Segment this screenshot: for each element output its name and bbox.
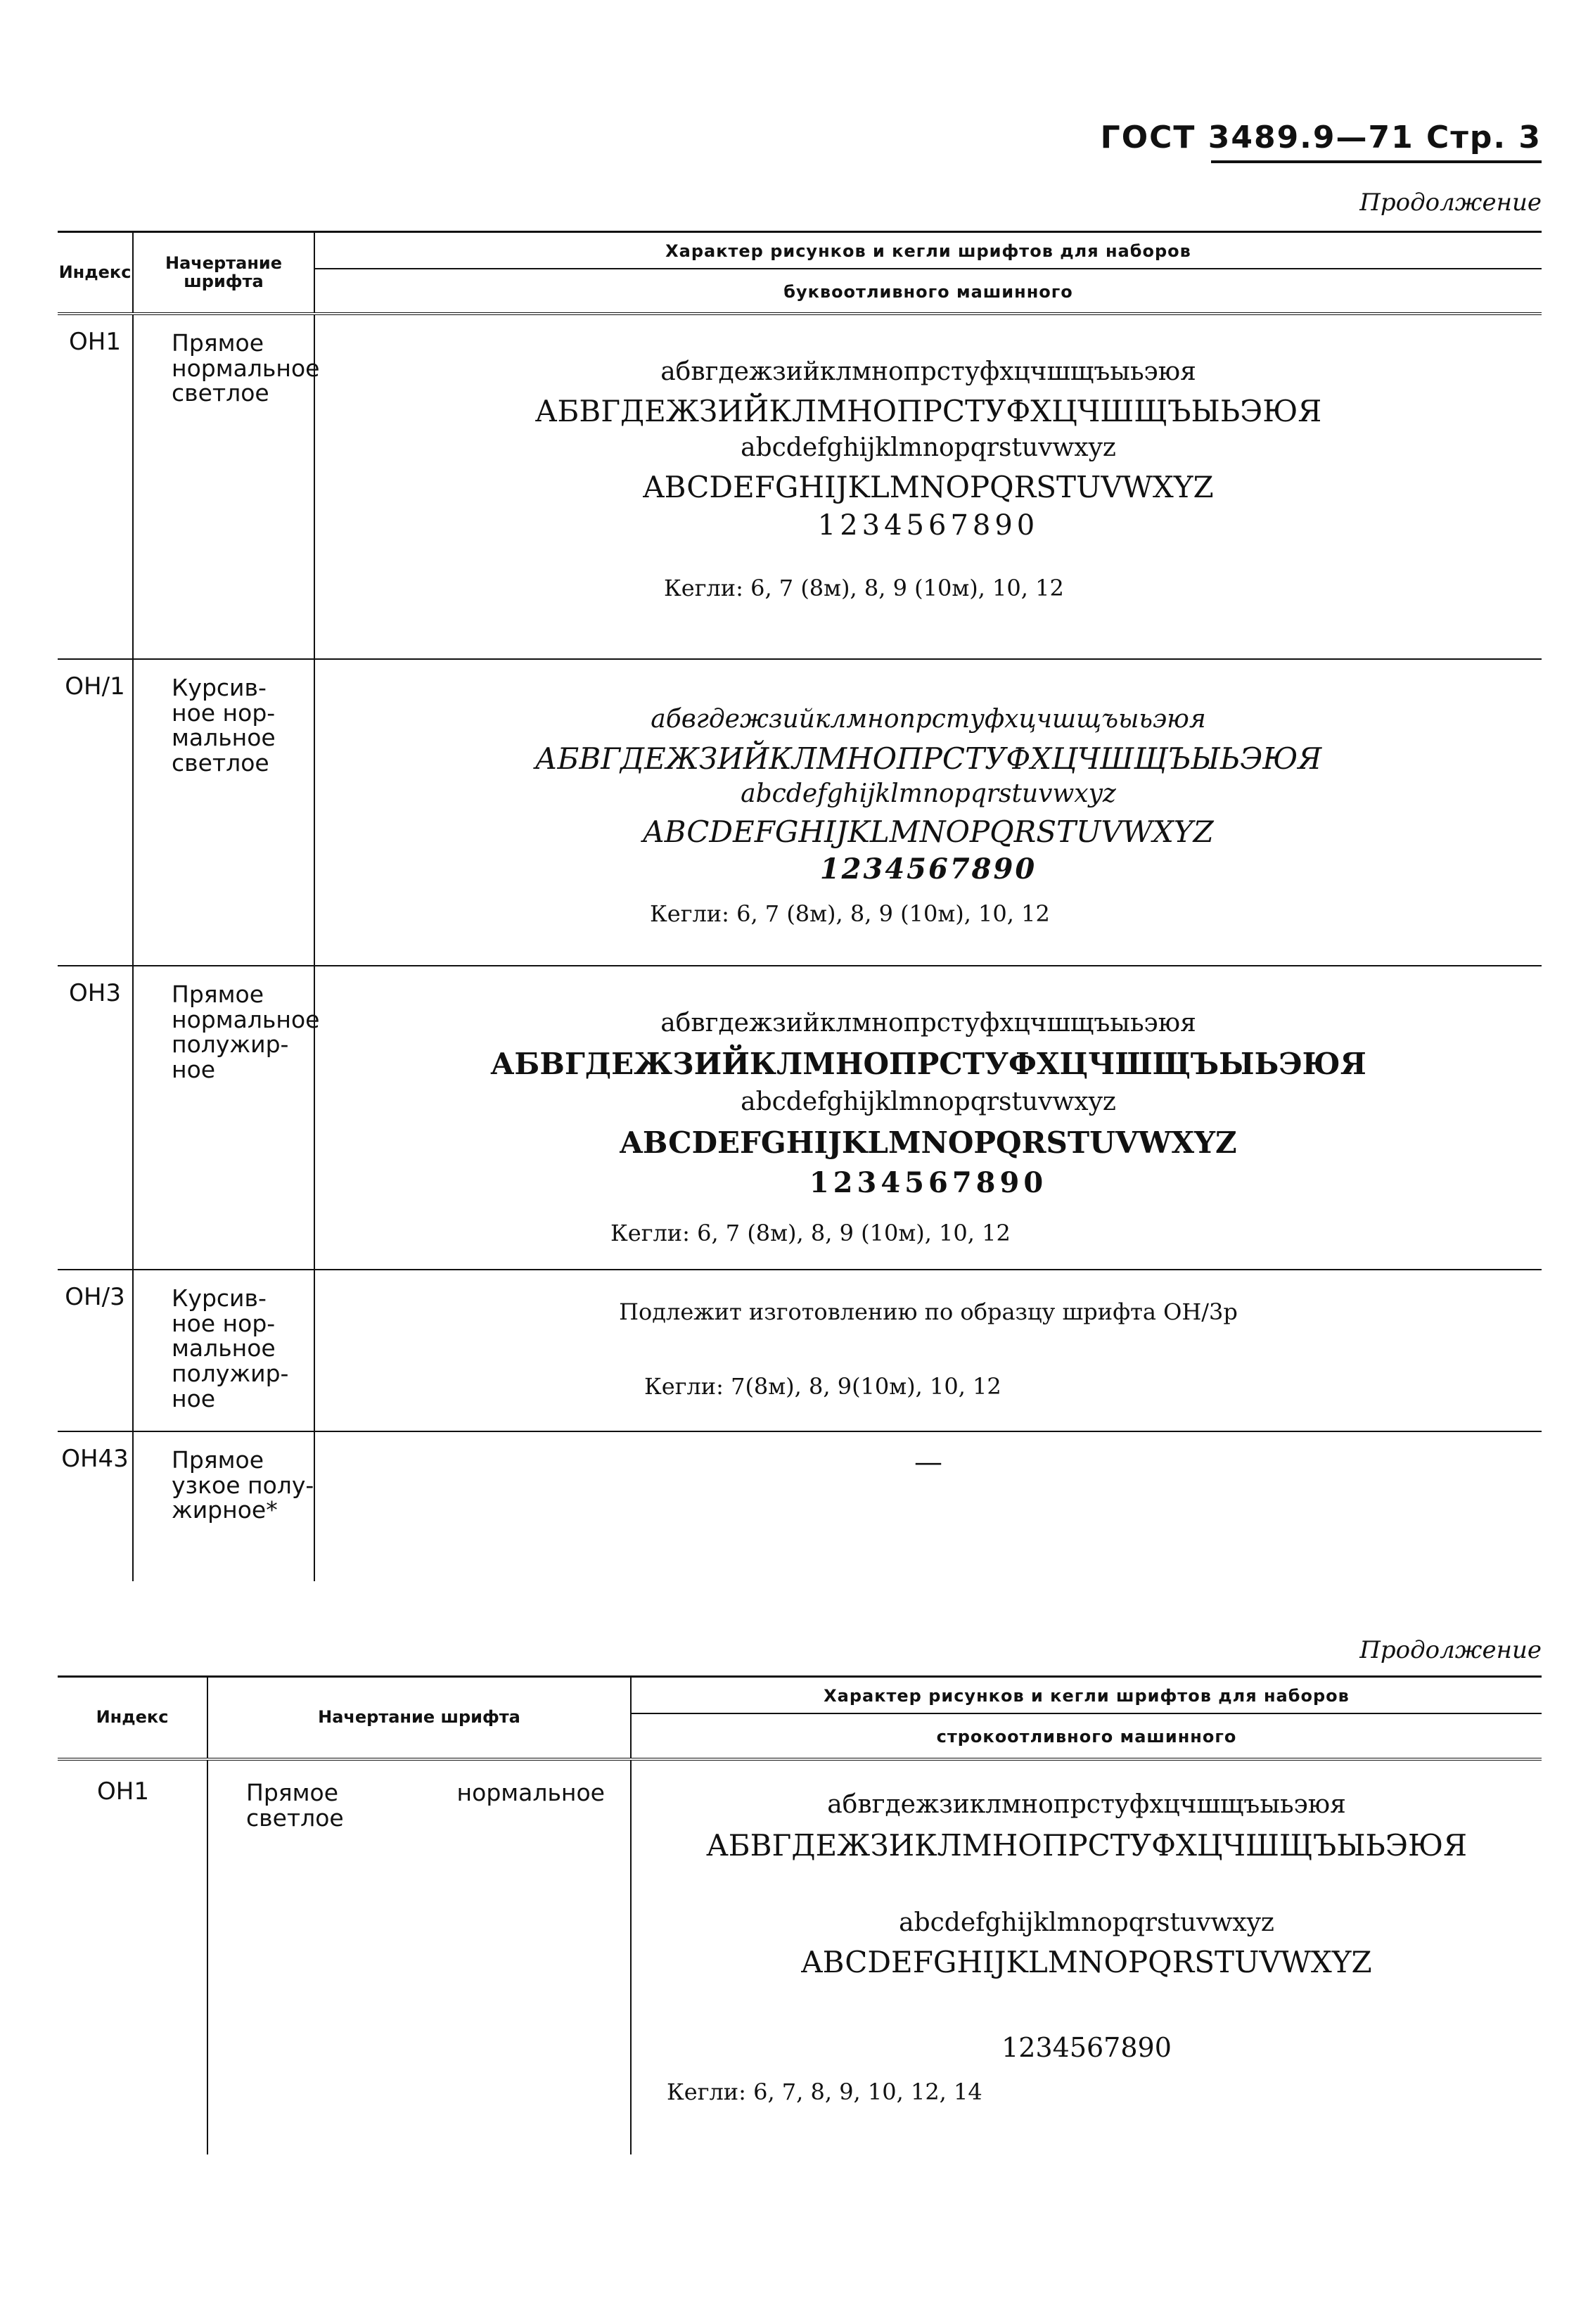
header-character-title: Характер рисунков и кегли шрифтов для наборов <box>824 1686 1350 1706</box>
sizes-text: Кегли: 6, 7 (8м), 8, 9 (10м), 10, 12 <box>664 575 1064 601</box>
continuation-label-1: Продолжение <box>1359 189 1542 217</box>
sample-uppercase-cyrillic: АБВГДЕЖЗИЙКЛМНОПРСТУФХЦЧШЩЪЫЬЭЮЯ <box>534 394 1322 428</box>
cell-index: ОН/1 <box>65 672 125 701</box>
col-divider <box>132 966 134 1269</box>
font-table-1 <box>58 231 1542 1581</box>
table-row-oh1 <box>58 315 1542 660</box>
header-character-sub: буквоотливного машинного <box>783 282 1073 302</box>
header-character-title: Характер рисунков и кегли шрифтов для наборов <box>665 241 1191 261</box>
sample-lowercase-cyrillic: абвгдежзийклмнопрстуфхцчшщъыьэюя <box>660 357 1196 386</box>
font-table-2 <box>58 1675 1542 2154</box>
sample-lowercase-cyrillic: абвгдежзиклмнопрстуфхцчшщъыьэюя <box>827 1790 1346 1819</box>
col-divider <box>132 1270 134 1431</box>
table-row-oh3 <box>58 966 1542 1270</box>
table-header-1 <box>58 231 1542 315</box>
col-divider <box>132 660 134 965</box>
header-mid-rule <box>632 1713 1542 1714</box>
sizes-text: Кегли: 6, 7, 8, 9, 10, 12, 14 <box>667 2079 982 2105</box>
sample-digits: 1234567890 <box>819 853 1037 886</box>
sample-digits: 1234567890 <box>1001 2032 1172 2063</box>
col-divider <box>132 233 134 312</box>
cell-samples <box>315 1270 1542 1431</box>
sample-uppercase-latin: ABCDEFGHIJKLMNOPQRSTUVWXYZ <box>620 1125 1237 1160</box>
sample-lowercase-latin: abcdefghijklmnopqrstuvwxyz <box>899 1908 1274 1937</box>
table-row-oh-1-italic <box>58 660 1542 966</box>
header-index: Индекс <box>58 262 132 282</box>
header-style: Начертание шрифта <box>318 1707 520 1728</box>
cell-style: Прямое узкое полу- жирное* <box>172 1446 314 1524</box>
sample-uppercase-latin: ABCDEFGHIJKLMNOPQRSTUVWXYZ <box>801 1945 1372 1979</box>
col-divider <box>630 1678 632 1758</box>
sample-lowercase-cyrillic: абвгдежзийклмнопрстуфхцчшщъыьэюя <box>660 1009 1196 1038</box>
sample-uppercase-cyrillic: АБВГДЕЖЗИКЛМНОПРСТУФХЦЧШЩЪЫЬЭЮЯ <box>705 1828 1467 1863</box>
header-character <box>315 233 1542 312</box>
note-text: Подлежит изготовлению по образцу шрифта ОН/3р <box>619 1298 1238 1325</box>
cell-style: Прямое нормальное полужир- ное <box>172 981 320 1083</box>
sample-lowercase-cyrillic: абвгдежзийклмнопрстуфхцчшщъыьэюя <box>651 705 1206 734</box>
sizes-text: Кегли: 7(8м), 8, 9(10м), 10, 12 <box>644 1373 1001 1400</box>
cell-style: Прямое нормальное светлое <box>172 329 320 407</box>
cell-index: ОН1 <box>97 1777 149 1806</box>
col-divider <box>207 1761 208 2154</box>
cell-style: Курсив- ное нор- мальное полужир- ное <box>172 1284 289 1412</box>
continuation-label-2: Продолжение <box>1359 1636 1542 1664</box>
sample-uppercase-latin: ABCDEFGHIJKLMNOPQRSTUVWXYZ <box>643 470 1214 504</box>
page-header: ГОСТ 3489.9—71 Стр. 3 <box>1100 120 1542 155</box>
cell-index: ОН3 <box>69 979 121 1007</box>
empty-dash: — <box>914 1446 942 1479</box>
cell-samples <box>315 1432 1542 1581</box>
header-character-sub: строкоотливного машинного <box>936 1727 1237 1747</box>
header-mid-rule <box>315 268 1542 269</box>
col-divider <box>132 1432 134 1581</box>
sample-digits: 1234567890 <box>809 1166 1048 1199</box>
table-row-oh-3-italic <box>58 1270 1542 1432</box>
header-style: Начертание шрифта <box>165 253 282 291</box>
header-rule <box>1211 160 1542 163</box>
sample-uppercase-cyrillic: АБВГДЕЖЗИЙКЛМНОПРСТУФХЦЧШЩЪЫЬЭЮЯ <box>490 1047 1366 1081</box>
sample-uppercase-cyrillic: АБВГДЕЖЗИЙКЛМНОПРСТУФХЦЧШЩЪЫЬЭЮЯ <box>534 741 1322 776</box>
cell-style: Курсив- ное нор- мальное светлое <box>172 674 276 777</box>
col-divider <box>207 1678 208 1758</box>
cell-style: Прямое нормальное светлое <box>246 1779 605 1832</box>
cell-index: ОН43 <box>61 1445 129 1473</box>
sample-uppercase-latin: ABCDEFGHIJKLMNOPQRSTUVWXYZ <box>643 815 1214 849</box>
col-divider <box>132 315 134 658</box>
table-row-oh43 <box>58 1432 1542 1581</box>
table-row-oh1-line <box>58 1761 1542 2154</box>
sizes-text: Кегли: 6, 7 (8м), 8, 9 (10м), 10, 12 <box>610 1220 1011 1246</box>
sample-lowercase-latin: abcdefghijklmnopqrstuvwxyz <box>741 779 1116 808</box>
header-character <box>632 1678 1542 1758</box>
cell-index: ОН1 <box>69 328 121 356</box>
table-header-2 <box>58 1675 1542 1761</box>
sample-lowercase-latin: abcdefghijklmnopqrstuvwxyz <box>741 1087 1116 1116</box>
sizes-text: Кегли: 6, 7 (8м), 8, 9 (10м), 10, 12 <box>650 900 1050 927</box>
cell-samples <box>315 315 1542 658</box>
sample-lowercase-latin: abcdefghijklmnopqrstuvwxyz <box>741 433 1116 462</box>
sample-digits: 1234567890 <box>817 509 1039 542</box>
col-divider <box>314 233 315 312</box>
header-index: Индекс <box>96 1707 169 1728</box>
cell-index: ОН/3 <box>65 1283 125 1311</box>
